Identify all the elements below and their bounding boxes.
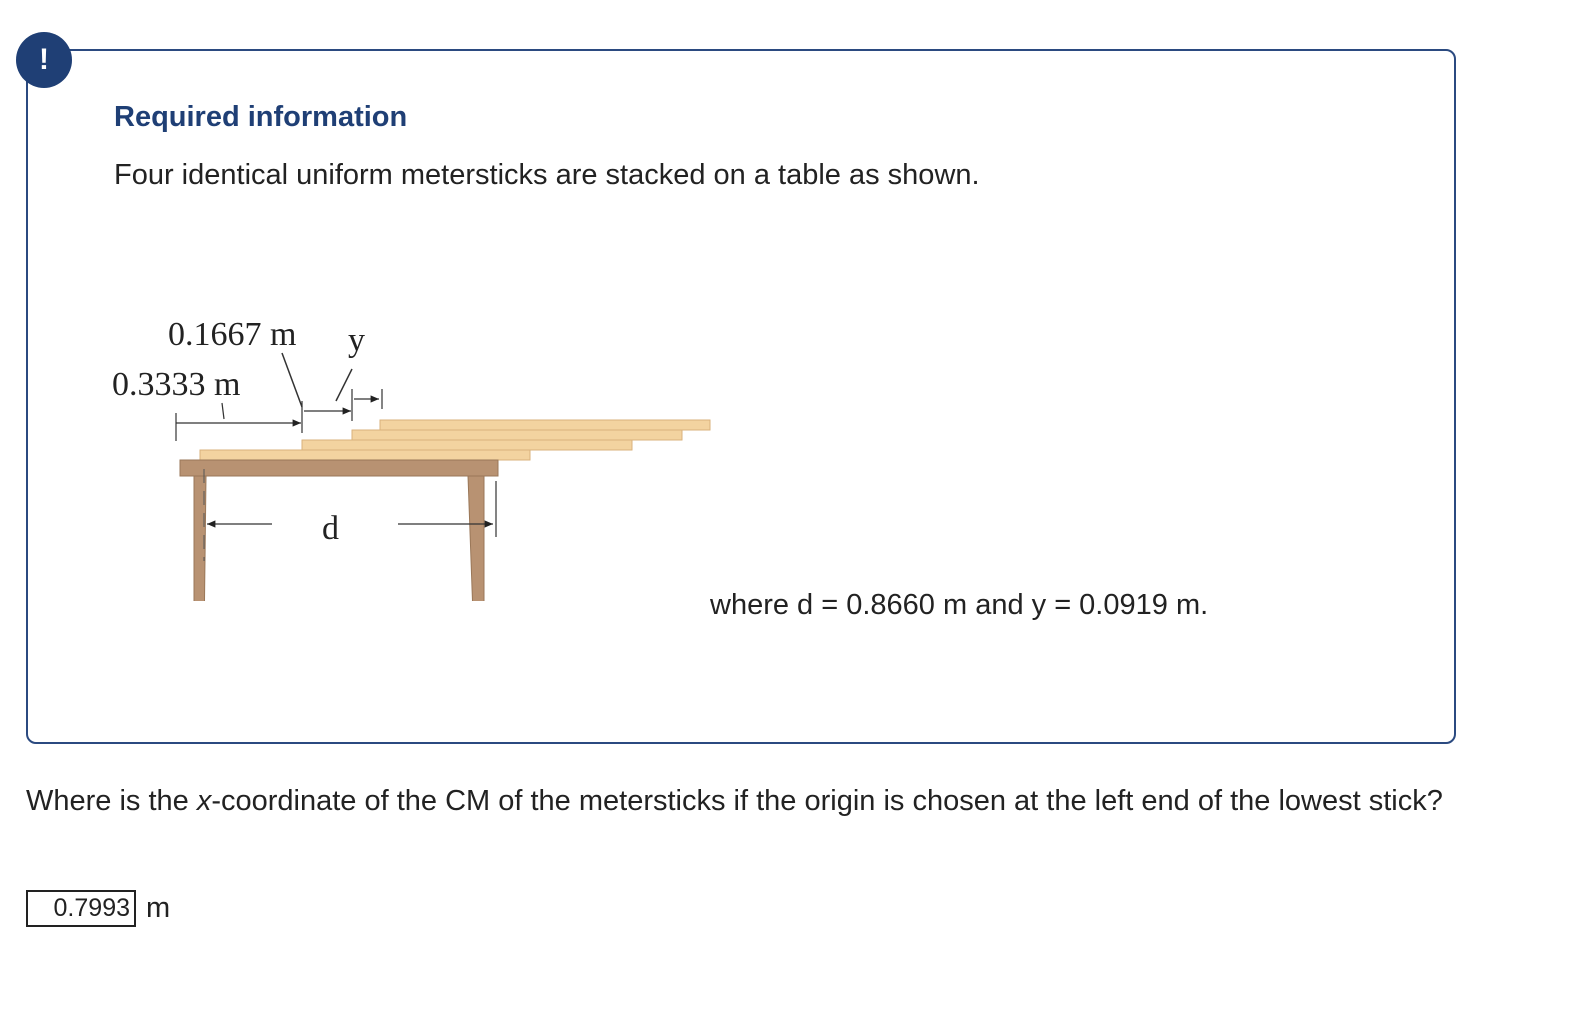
alert-icon: ! bbox=[16, 32, 72, 88]
where-text: where d = 0.8660 m and y = 0.0919 m. bbox=[710, 589, 1209, 621]
question-text: Where is the x-coordinate of the CM of the metersticks if the origin is chosen at the left end of the lowest stick? bbox=[26, 785, 1443, 817]
info-text: Four identical uniform metersticks are stacked on a table as shown. bbox=[114, 159, 980, 191]
required-info-panel bbox=[26, 49, 1456, 744]
leader-line-top bbox=[282, 353, 302, 407]
meterstick-3 bbox=[352, 430, 682, 440]
meterstick-4 bbox=[380, 420, 710, 430]
table-leg-right bbox=[468, 476, 484, 601]
leader-line-left bbox=[222, 403, 224, 419]
label-left-offset: 0.3333 m bbox=[112, 366, 241, 403]
question-variable: x bbox=[196, 785, 212, 817]
leader-line-y bbox=[336, 369, 352, 401]
answer-unit: m bbox=[146, 892, 171, 924]
label-top-offset: 0.1667 m bbox=[168, 316, 297, 353]
info-title: Required information bbox=[114, 101, 408, 133]
label-d: d bbox=[322, 510, 339, 547]
meterstick-2 bbox=[302, 440, 632, 450]
answer-input[interactable] bbox=[26, 890, 136, 927]
answer-row bbox=[26, 890, 170, 927]
label-y: y bbox=[348, 322, 365, 359]
meterstick-1 bbox=[200, 450, 530, 460]
table-top bbox=[180, 460, 498, 476]
metersticks-figure bbox=[112, 261, 752, 601]
